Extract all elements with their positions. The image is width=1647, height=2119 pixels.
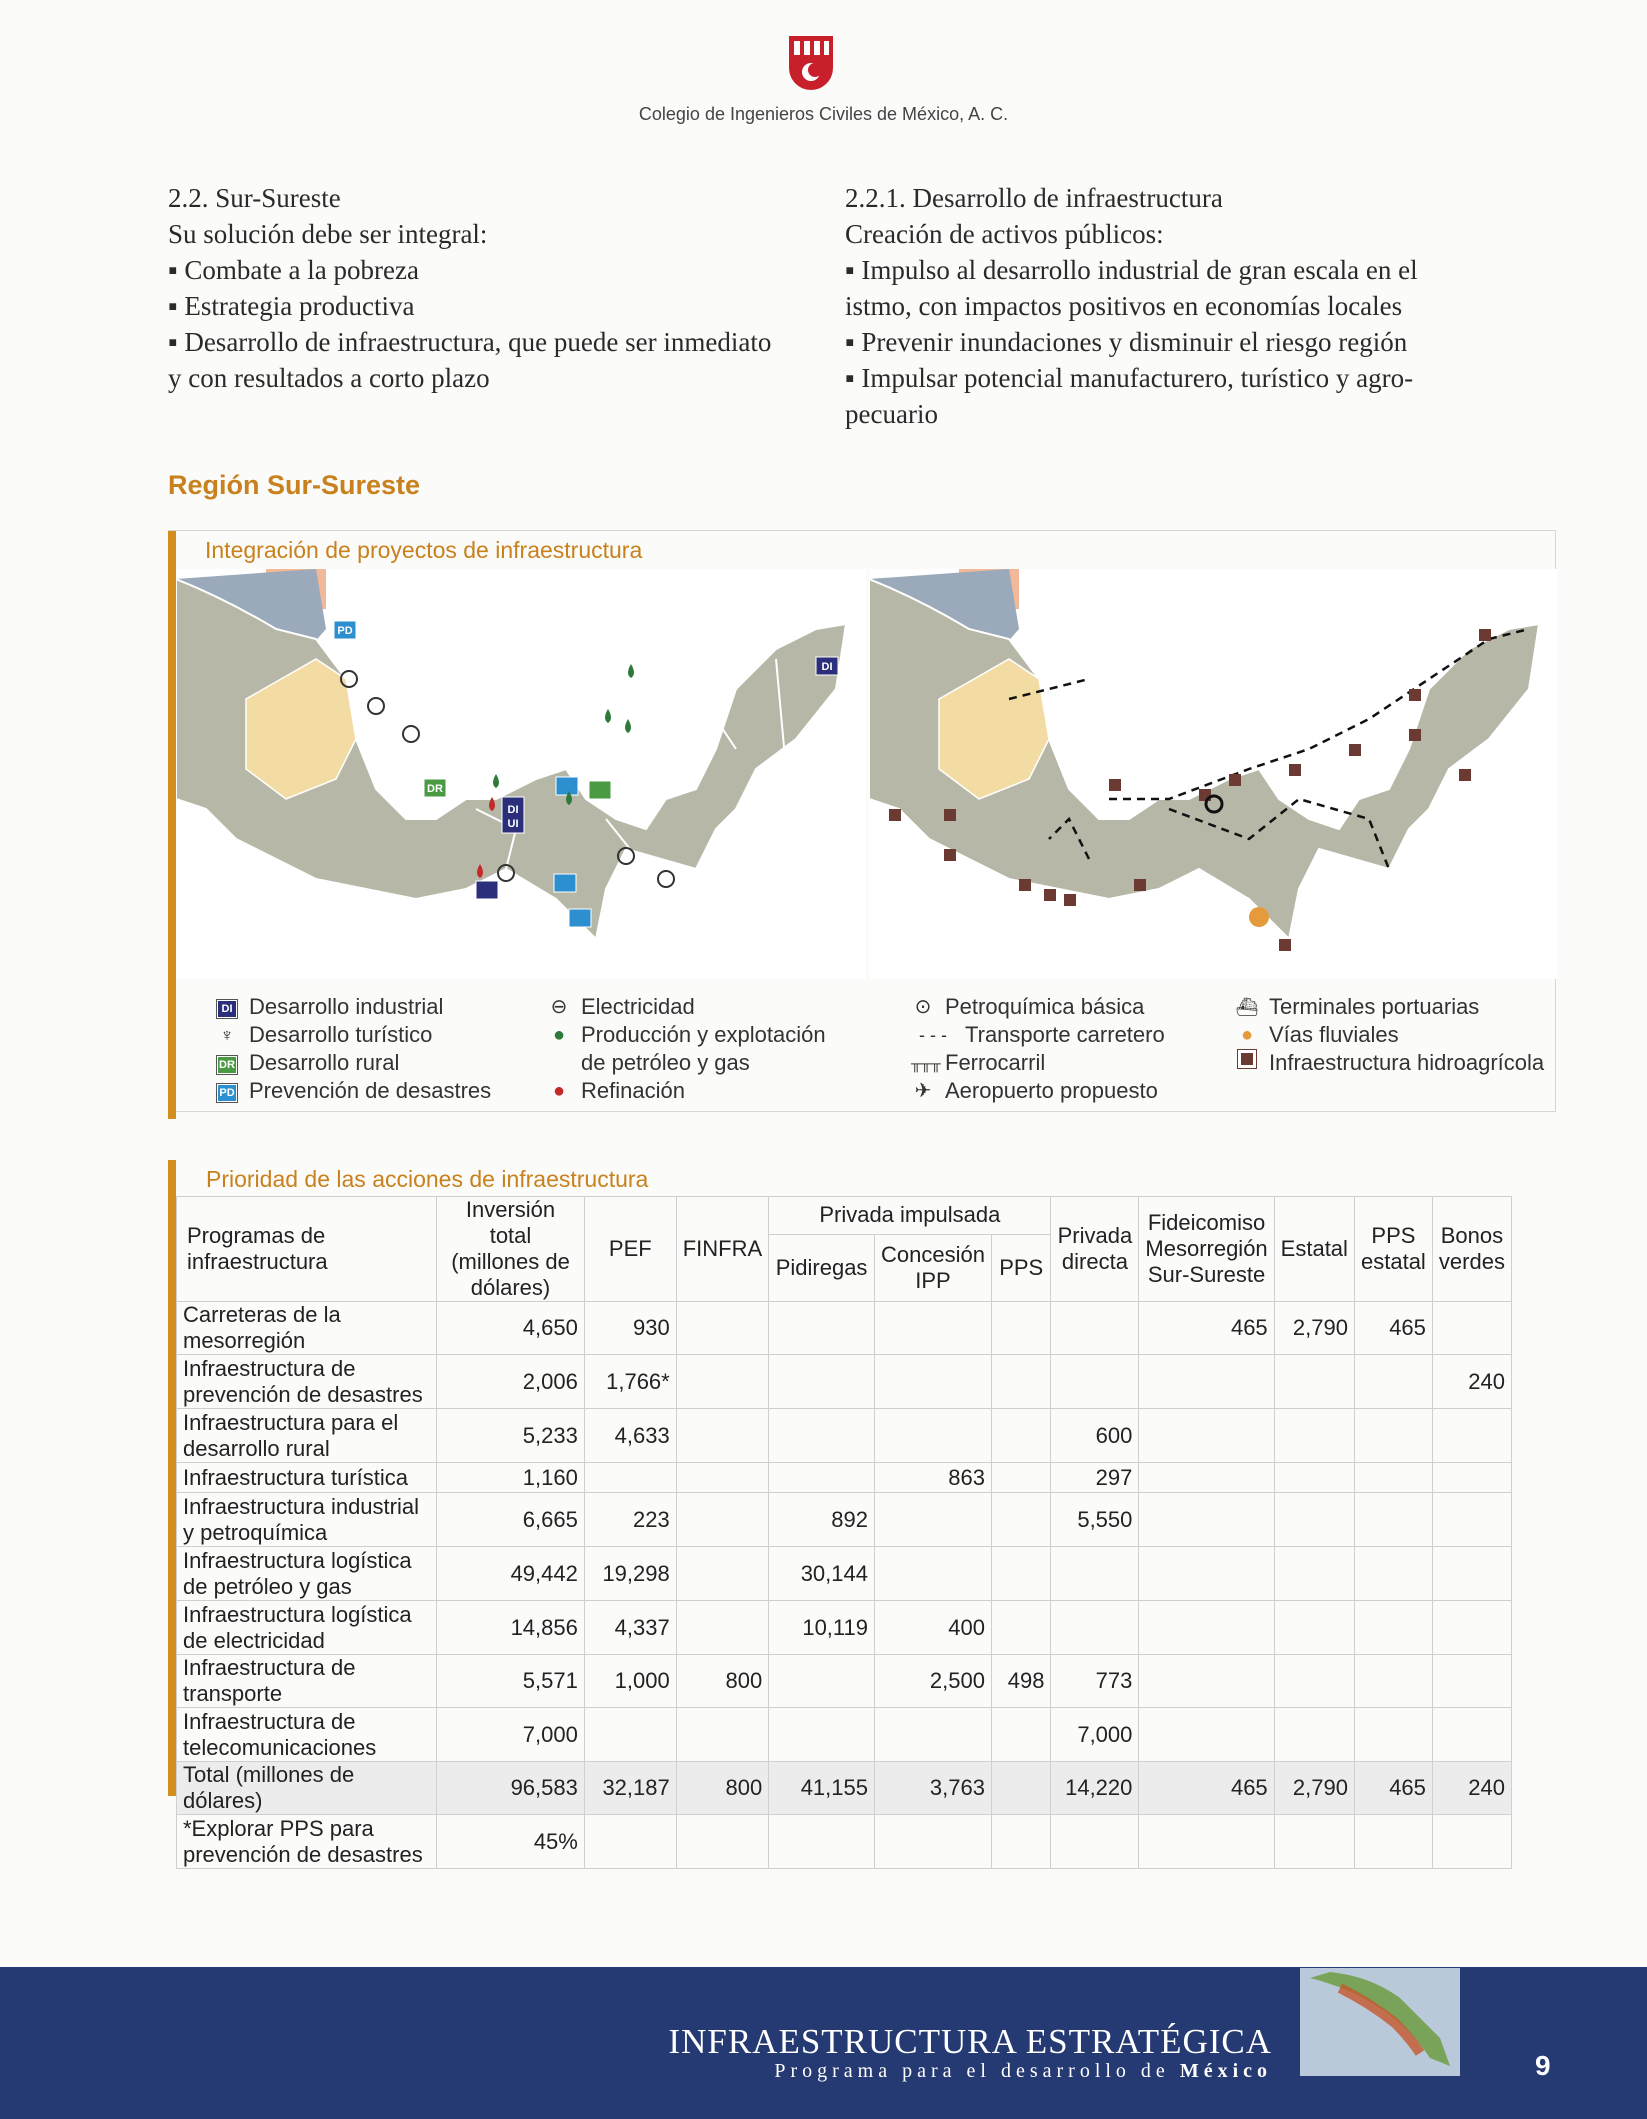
table-cell: 1,000 bbox=[584, 1655, 676, 1708]
table-total-row bbox=[177, 1762, 1512, 1815]
table-cell: 2,006 bbox=[437, 1355, 585, 1409]
table-cell bbox=[1354, 1493, 1432, 1547]
table-cell bbox=[1274, 1815, 1354, 1869]
table-cell: 800 bbox=[676, 1762, 768, 1815]
section-intro: Su solución debe ser integral: bbox=[168, 219, 488, 249]
legend-item-refining: ● Refinación bbox=[547, 1077, 826, 1105]
bullet-item: ▪ Desarrollo de infraestructura, que puede ser inmediato y con resultados a corto plazo bbox=[168, 327, 772, 393]
table-cell bbox=[1051, 1302, 1139, 1355]
table-cell bbox=[1274, 1355, 1354, 1409]
table-cell bbox=[1051, 1601, 1139, 1655]
table-cell bbox=[874, 1547, 991, 1601]
table-cell: 19,298 bbox=[584, 1547, 676, 1601]
table-cell: 800 bbox=[676, 1655, 768, 1708]
table-cell bbox=[1432, 1409, 1511, 1463]
table-cell bbox=[1432, 1708, 1511, 1762]
table-cell bbox=[874, 1493, 991, 1547]
row-label: Total (millones de dólares) bbox=[177, 1762, 437, 1815]
petrochemical-icon: ⊙ bbox=[914, 996, 932, 1018]
table-cell bbox=[1274, 1409, 1354, 1463]
legend-item-road: - - - Transporte carretero bbox=[911, 1021, 1165, 1049]
table-cell: 2,500 bbox=[874, 1655, 991, 1708]
table-row bbox=[177, 1463, 1512, 1493]
legend-energy: ⊖ Electricidad ● Producción y explotación de petróleo y gas ● Refinación bbox=[547, 993, 826, 1105]
table-cell: 5,550 bbox=[1051, 1493, 1139, 1547]
table-cell bbox=[1051, 1815, 1139, 1869]
table-cell bbox=[991, 1493, 1051, 1547]
section-heading: 2.2. Sur-Sureste bbox=[168, 183, 341, 213]
header-pef: PEF bbox=[584, 1197, 676, 1302]
table-cell bbox=[874, 1302, 991, 1355]
table-cell bbox=[584, 1708, 676, 1762]
airplane-icon: ✈ bbox=[914, 1080, 932, 1102]
header-pps: PPS bbox=[991, 1234, 1051, 1302]
table-cell bbox=[1354, 1463, 1432, 1493]
table-cell: 465 bbox=[1139, 1762, 1274, 1815]
table-cell bbox=[1274, 1708, 1354, 1762]
road-dash-icon: - - - bbox=[919, 1025, 947, 1045]
map-panel-title: Integración de proyectos de infraestructura bbox=[205, 537, 643, 563]
table-cell bbox=[1354, 1601, 1432, 1655]
table-cell bbox=[676, 1493, 768, 1547]
table-cell bbox=[676, 1547, 768, 1601]
row-label: Infraestructura logística de electricidad bbox=[177, 1601, 437, 1655]
palm-icon: ♆ bbox=[220, 1025, 234, 1045]
panel-accent-bar bbox=[168, 531, 176, 1119]
table-cell bbox=[1432, 1601, 1511, 1655]
table-cell: 240 bbox=[1432, 1762, 1511, 1815]
table-cell: 465 bbox=[1354, 1762, 1432, 1815]
table-cell: 240 bbox=[1432, 1355, 1511, 1409]
bullet-item: ▪ Combate a la pobreza bbox=[168, 255, 419, 285]
table-cell: 41,155 bbox=[769, 1762, 875, 1815]
row-label: Infraestructura de telecomunicaciones bbox=[177, 1708, 437, 1762]
table-cell: 96,583 bbox=[437, 1762, 585, 1815]
oil-drop-icon: ● bbox=[552, 1024, 566, 1046]
table-cell: 5,233 bbox=[437, 1409, 585, 1463]
table-cell: 4,337 bbox=[584, 1601, 676, 1655]
right-text-column bbox=[845, 180, 1470, 432]
row-label: Infraestructura de transporte bbox=[177, 1655, 437, 1708]
table-cell bbox=[1051, 1547, 1139, 1601]
legend-item-rail: ╥╥╥ Ferrocarril bbox=[911, 1050, 1046, 1075]
bullet-item: ▪ Impulsar potencial manufacturero, turístico y agro-pecuario bbox=[845, 363, 1414, 429]
table-cell bbox=[874, 1355, 991, 1409]
legend-item-rivers: ● Vías fluviales bbox=[1235, 1021, 1544, 1049]
table-cell bbox=[874, 1815, 991, 1869]
row-label: Carreteras de la mesorregión bbox=[177, 1302, 437, 1355]
table-cell bbox=[769, 1655, 875, 1708]
header-ipp: Concesión IPP bbox=[874, 1234, 991, 1302]
table-cell: 3,763 bbox=[874, 1762, 991, 1815]
table-cell bbox=[584, 1463, 676, 1493]
page-number: 9 bbox=[1535, 2050, 1551, 2081]
table-cell bbox=[991, 1815, 1051, 1869]
table-cell: 1,160 bbox=[437, 1463, 585, 1493]
table-cell bbox=[769, 1355, 875, 1409]
table-cell: 498 bbox=[991, 1655, 1051, 1708]
panel-accent-bar bbox=[168, 1160, 176, 1796]
organization-name: Colegio de Ingenieros Civiles de México, A. C. bbox=[638, 104, 1009, 124]
row-label: Infraestructura para el desarrollo rural bbox=[177, 1409, 437, 1463]
table-cell bbox=[991, 1708, 1051, 1762]
table-cell bbox=[991, 1463, 1051, 1493]
legend-item-airport: ✈ Aeropuerto propuesto bbox=[911, 1077, 1165, 1105]
table-cell bbox=[991, 1409, 1051, 1463]
map-infrastructure bbox=[869, 569, 1557, 979]
table-cell bbox=[874, 1409, 991, 1463]
header-state: Estatal bbox=[1274, 1197, 1354, 1302]
table-cell: 6,665 bbox=[437, 1493, 585, 1547]
table-cell bbox=[1432, 1493, 1511, 1547]
table-cell bbox=[1139, 1355, 1274, 1409]
priority-table bbox=[176, 1196, 1512, 1869]
table-cell: 5,571 bbox=[437, 1655, 585, 1708]
table-row bbox=[177, 1601, 1512, 1655]
table-cell: 773 bbox=[1051, 1655, 1139, 1708]
legend-infrastructure-b bbox=[1235, 993, 1544, 1077]
table-cell bbox=[991, 1601, 1051, 1655]
table-cell: 14,856 bbox=[437, 1601, 585, 1655]
row-label: Infraestructura turística bbox=[177, 1463, 437, 1493]
table-cell: 930 bbox=[584, 1302, 676, 1355]
legend-item-hydro: Infraestructura hidroagrícola bbox=[1235, 1049, 1544, 1077]
cicm-logo bbox=[786, 34, 836, 92]
legend-item-industrial: DI Desarrollo industrial bbox=[215, 993, 491, 1021]
table-cell bbox=[1432, 1547, 1511, 1601]
table-cell bbox=[769, 1815, 875, 1869]
map-label-pd: PD bbox=[337, 625, 353, 637]
legend-item-rural: DR Desarrollo rural bbox=[215, 1049, 491, 1077]
bullet-item: ▪ Prevenir inundaciones y disminuir el riesgo región bbox=[845, 327, 1408, 357]
table-cell bbox=[1432, 1463, 1511, 1493]
table-cell: 1,766* bbox=[584, 1355, 676, 1409]
table-cell: 863 bbox=[874, 1463, 991, 1493]
legend-item-oil: ● Producción y explotación bbox=[547, 1021, 826, 1049]
footer-title: INFRAESTRUCTURA ESTRATÉGICA bbox=[668, 2022, 1272, 2061]
table-cell bbox=[769, 1302, 875, 1355]
table-cell: 4,650 bbox=[437, 1302, 585, 1355]
table-row bbox=[177, 1302, 1512, 1355]
table-cell: 14,220 bbox=[1051, 1762, 1139, 1815]
table-cell bbox=[676, 1463, 768, 1493]
region-title: Región Sur-Sureste bbox=[168, 470, 421, 500]
table-cell bbox=[1139, 1409, 1274, 1463]
table-cell bbox=[676, 1601, 768, 1655]
table-cell bbox=[1354, 1547, 1432, 1601]
table-cell bbox=[1274, 1655, 1354, 1708]
table-cell: 465 bbox=[1354, 1302, 1432, 1355]
table-cell bbox=[991, 1302, 1051, 1355]
legend-item-petrochemical: ⊙ Petroquímica básica bbox=[911, 993, 1165, 1021]
table-cell bbox=[1354, 1355, 1432, 1409]
table-cell bbox=[1139, 1708, 1274, 1762]
table-cell: 10,119 bbox=[769, 1601, 875, 1655]
table-cell bbox=[1432, 1815, 1511, 1869]
bullet-item: ▪ Estrategia productiva bbox=[168, 291, 415, 321]
table-panel-title: Prioridad de las acciones de infraestructura bbox=[206, 1166, 649, 1192]
map-projects bbox=[176, 569, 866, 979]
table-cell: 297 bbox=[1051, 1463, 1139, 1493]
table-cell bbox=[1432, 1655, 1511, 1708]
table-cell bbox=[991, 1355, 1051, 1409]
header-trust: Fideicomiso Mesorregión Sur-Sureste bbox=[1139, 1197, 1274, 1302]
table-cell bbox=[1139, 1493, 1274, 1547]
header-programs: Programas de infraestructura bbox=[177, 1197, 437, 1302]
table-cell: 4,633 bbox=[584, 1409, 676, 1463]
table-row bbox=[177, 1493, 1512, 1547]
ship-icon: ⛴ bbox=[1235, 997, 1259, 1017]
header-investment: Inversión total (millones de dólares) bbox=[437, 1197, 585, 1302]
row-label: Infraestructura de prevención de desastres bbox=[177, 1355, 437, 1409]
header-green-bonds: Bonos verdes bbox=[1432, 1197, 1511, 1302]
header-pidiregas: Pidiregas bbox=[769, 1234, 875, 1302]
table-cell bbox=[1354, 1409, 1432, 1463]
left-text-column bbox=[168, 180, 788, 396]
table-row bbox=[177, 1708, 1512, 1762]
table-cell: 600 bbox=[1051, 1409, 1139, 1463]
map-panel bbox=[168, 530, 1556, 1112]
table-cell bbox=[676, 1708, 768, 1762]
table-cell bbox=[1274, 1547, 1354, 1601]
map-label-di: DI bbox=[507, 804, 519, 816]
table-cell bbox=[1139, 1547, 1274, 1601]
table-cell bbox=[1354, 1655, 1432, 1708]
row-label: Infraestructura logística de petróleo y gas bbox=[177, 1547, 437, 1601]
table-cell bbox=[1274, 1493, 1354, 1547]
map-label-ui: UI bbox=[507, 818, 519, 830]
table-cell bbox=[1139, 1463, 1274, 1493]
table-cell bbox=[676, 1409, 768, 1463]
header-finfra: FINFRA bbox=[676, 1197, 768, 1302]
rail-icon: ╥╥╥ bbox=[911, 1055, 941, 1071]
table-cell: 30,144 bbox=[769, 1547, 875, 1601]
legend-item-tourism: ♆ Desarrollo turístico bbox=[215, 1021, 491, 1049]
table-cell bbox=[769, 1708, 875, 1762]
map-label-di: DI bbox=[821, 661, 833, 673]
table-cell: 465 bbox=[1139, 1302, 1274, 1355]
table-cell bbox=[676, 1815, 768, 1869]
header-pps-state: PPS estatal bbox=[1354, 1197, 1432, 1302]
legend-item-electricity: ⊖ Electricidad bbox=[547, 993, 826, 1021]
table-cell bbox=[991, 1762, 1051, 1815]
table-cell bbox=[1354, 1815, 1432, 1869]
legend-infrastructure-a bbox=[911, 993, 1165, 1105]
table-cell: 49,442 bbox=[437, 1547, 585, 1601]
footer-subtitle: Programa para el desarrollo de México bbox=[774, 2060, 1272, 2082]
table-panel bbox=[168, 1160, 1512, 1867]
row-label: Infraestructura industrial y petroquímica bbox=[177, 1493, 437, 1547]
table-cell bbox=[991, 1547, 1051, 1601]
table-cell: 400 bbox=[874, 1601, 991, 1655]
section-intro: Creación de activos públicos: bbox=[845, 219, 1164, 249]
legend-item-disasters: PD Prevención de desastres bbox=[215, 1077, 491, 1105]
table-cell bbox=[769, 1463, 875, 1493]
table-cell: 32,187 bbox=[584, 1762, 676, 1815]
electricity-icon: ⊖ bbox=[550, 996, 568, 1018]
header-private-group: Privada impulsada bbox=[769, 1197, 1051, 1235]
footer-mexico-map bbox=[1300, 1968, 1460, 2076]
table-cell bbox=[874, 1708, 991, 1762]
table-cell: 892 bbox=[769, 1493, 875, 1547]
river-icon: ● bbox=[1240, 1024, 1254, 1046]
table-cell bbox=[676, 1355, 768, 1409]
section-heading: 2.2.1. Desarrollo de infraestructura bbox=[845, 183, 1223, 213]
table-cell bbox=[1354, 1708, 1432, 1762]
table-cell bbox=[1139, 1815, 1274, 1869]
legend-projects bbox=[215, 993, 491, 1105]
table-row bbox=[177, 1547, 1512, 1601]
table-row bbox=[177, 1655, 1512, 1708]
table-cell bbox=[1274, 1601, 1354, 1655]
table-cell bbox=[584, 1815, 676, 1869]
bullet-item: ▪ Impulso al desarrollo industrial de gran escala en el istmo, con impactos positivos en economías locales bbox=[845, 255, 1418, 321]
table-cell: 7,000 bbox=[1051, 1708, 1139, 1762]
table-cell bbox=[1432, 1302, 1511, 1355]
table-row bbox=[177, 1815, 1512, 1869]
table-cell bbox=[1139, 1601, 1274, 1655]
table-cell bbox=[676, 1302, 768, 1355]
row-label: *Explorar PPS para prevención de desastres bbox=[177, 1815, 437, 1869]
table-cell: 7,000 bbox=[437, 1708, 585, 1762]
legend-item-ports: ⛴ Terminales portuarias bbox=[1235, 994, 1480, 1019]
table-row bbox=[177, 1355, 1512, 1409]
header-direct: Privada directa bbox=[1051, 1197, 1139, 1302]
table-row bbox=[177, 1409, 1512, 1463]
table-cell bbox=[1274, 1463, 1354, 1493]
table-cell: 2,790 bbox=[1274, 1762, 1354, 1815]
refining-drop-icon: ● bbox=[552, 1080, 566, 1102]
table-cell: 2,790 bbox=[1274, 1302, 1354, 1355]
table-cell: 223 bbox=[584, 1493, 676, 1547]
hydro-square-icon bbox=[1235, 1049, 1259, 1077]
table-cell bbox=[1139, 1655, 1274, 1708]
table-cell bbox=[1051, 1355, 1139, 1409]
table-cell bbox=[769, 1409, 875, 1463]
map-label-dr: DR bbox=[427, 783, 443, 795]
table-cell: 45% bbox=[437, 1815, 585, 1869]
